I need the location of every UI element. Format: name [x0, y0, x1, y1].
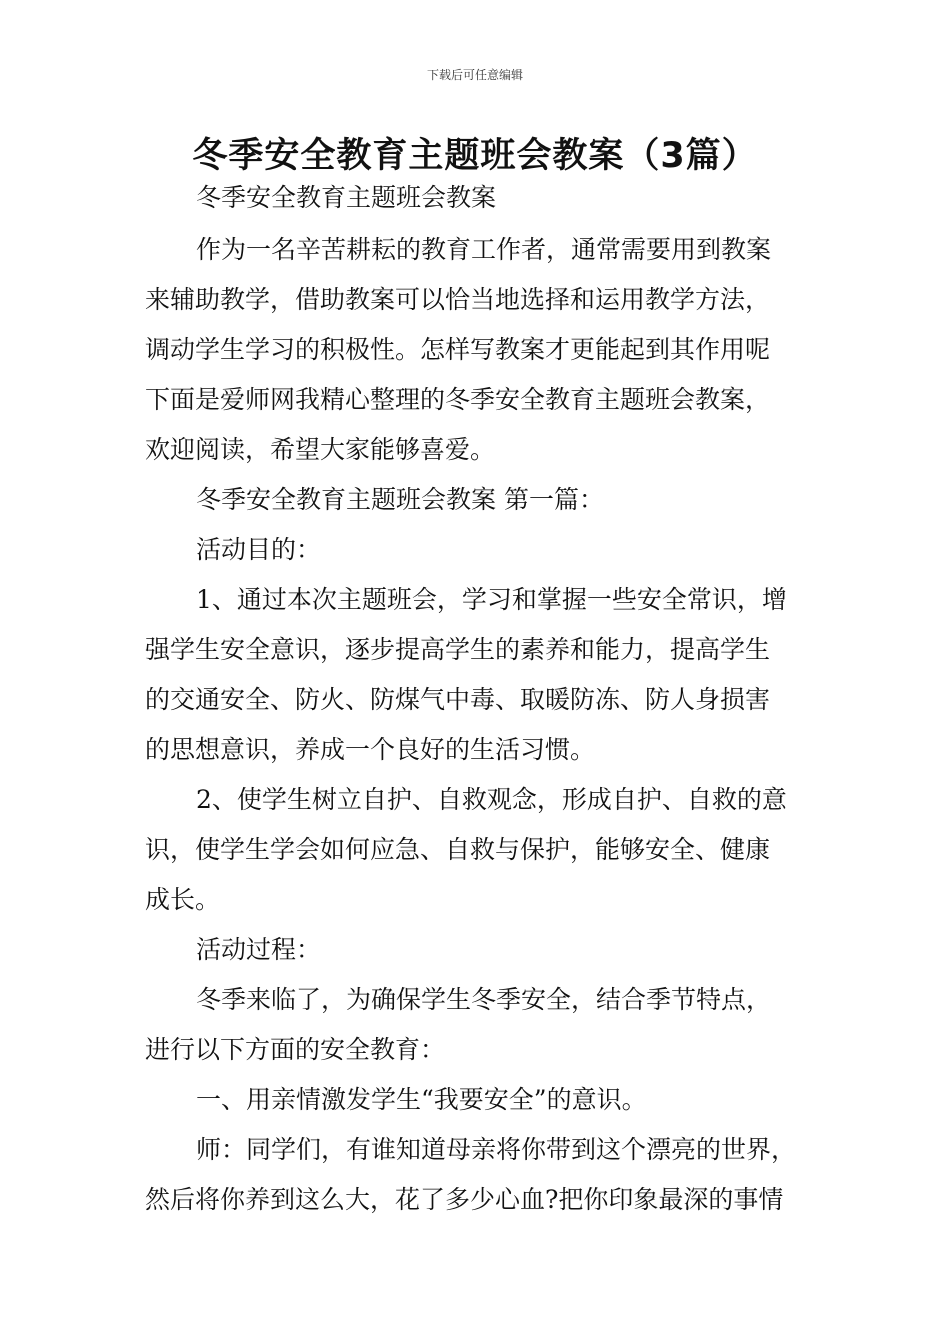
paragraph-line: 2、使学生树立自护、自救观念，形成自护、自救的意: [196, 785, 787, 814]
download-note: 下载后可任意编辑: [426, 68, 523, 82]
paragraph-line: 师：同学们，有谁知道母亲将你带到这个漂亮的世界，: [196, 1135, 797, 1164]
paragraph-line: 调动学生学习的积极性。怎样写教案才更能起到其作用呢: [145, 335, 771, 364]
paragraph-line: 成长。: [145, 885, 221, 914]
paragraph-line: 然后将你养到这么大，花了多少心血?把你印象最深的事情: [145, 1185, 784, 1214]
paragraph-line: 强学生安全意识，逐步提高学生的素养和能力，提高学生: [145, 635, 771, 664]
paragraph-line: 下面是爱师网我精心整理的冬季安全教育主题班会教案，: [145, 385, 771, 414]
paragraph-line: 进行以下方面的安全教育：: [145, 1035, 446, 1064]
paragraph-line: 的思想意识，养成一个良好的生活习惯。: [145, 735, 596, 764]
paragraph-line: 的交通安全、防火、防煤气中毒、取暖防冻、防人身损害: [145, 685, 771, 714]
section-heading: 活动目的：: [196, 535, 322, 564]
paragraph-line: 来辅助教学，借助教案可以恰当地选择和运用教学方法，: [145, 285, 771, 314]
paragraph-line: 识，使学生学会如何应急、自救与保护，能够安全、健康: [145, 835, 771, 864]
section-heading: 冬季安全教育主题班会教案 第一篇：: [196, 485, 604, 514]
paragraph-line: 欢迎阅读，希望大家能够喜爱。: [145, 435, 496, 464]
document-title: 冬季安全教育主题班会教案（3篇）: [192, 136, 758, 176]
section-heading: 活动过程：: [196, 935, 322, 964]
section-heading: 一、用亲情激发学生“我要安全”的意识。: [196, 1085, 647, 1114]
section-heading: 冬季安全教育主题班会教案: [196, 183, 497, 212]
paragraph-line: 1、通过本次主题班会，学习和掌握一些安全常识，增: [196, 585, 787, 614]
paragraph-line: 冬季来临了，为确保学生冬季安全，结合季节特点，: [196, 985, 772, 1014]
paragraph-line: 作为一名辛苦耕耘的教育工作者，通常需要用到教案: [196, 235, 772, 264]
